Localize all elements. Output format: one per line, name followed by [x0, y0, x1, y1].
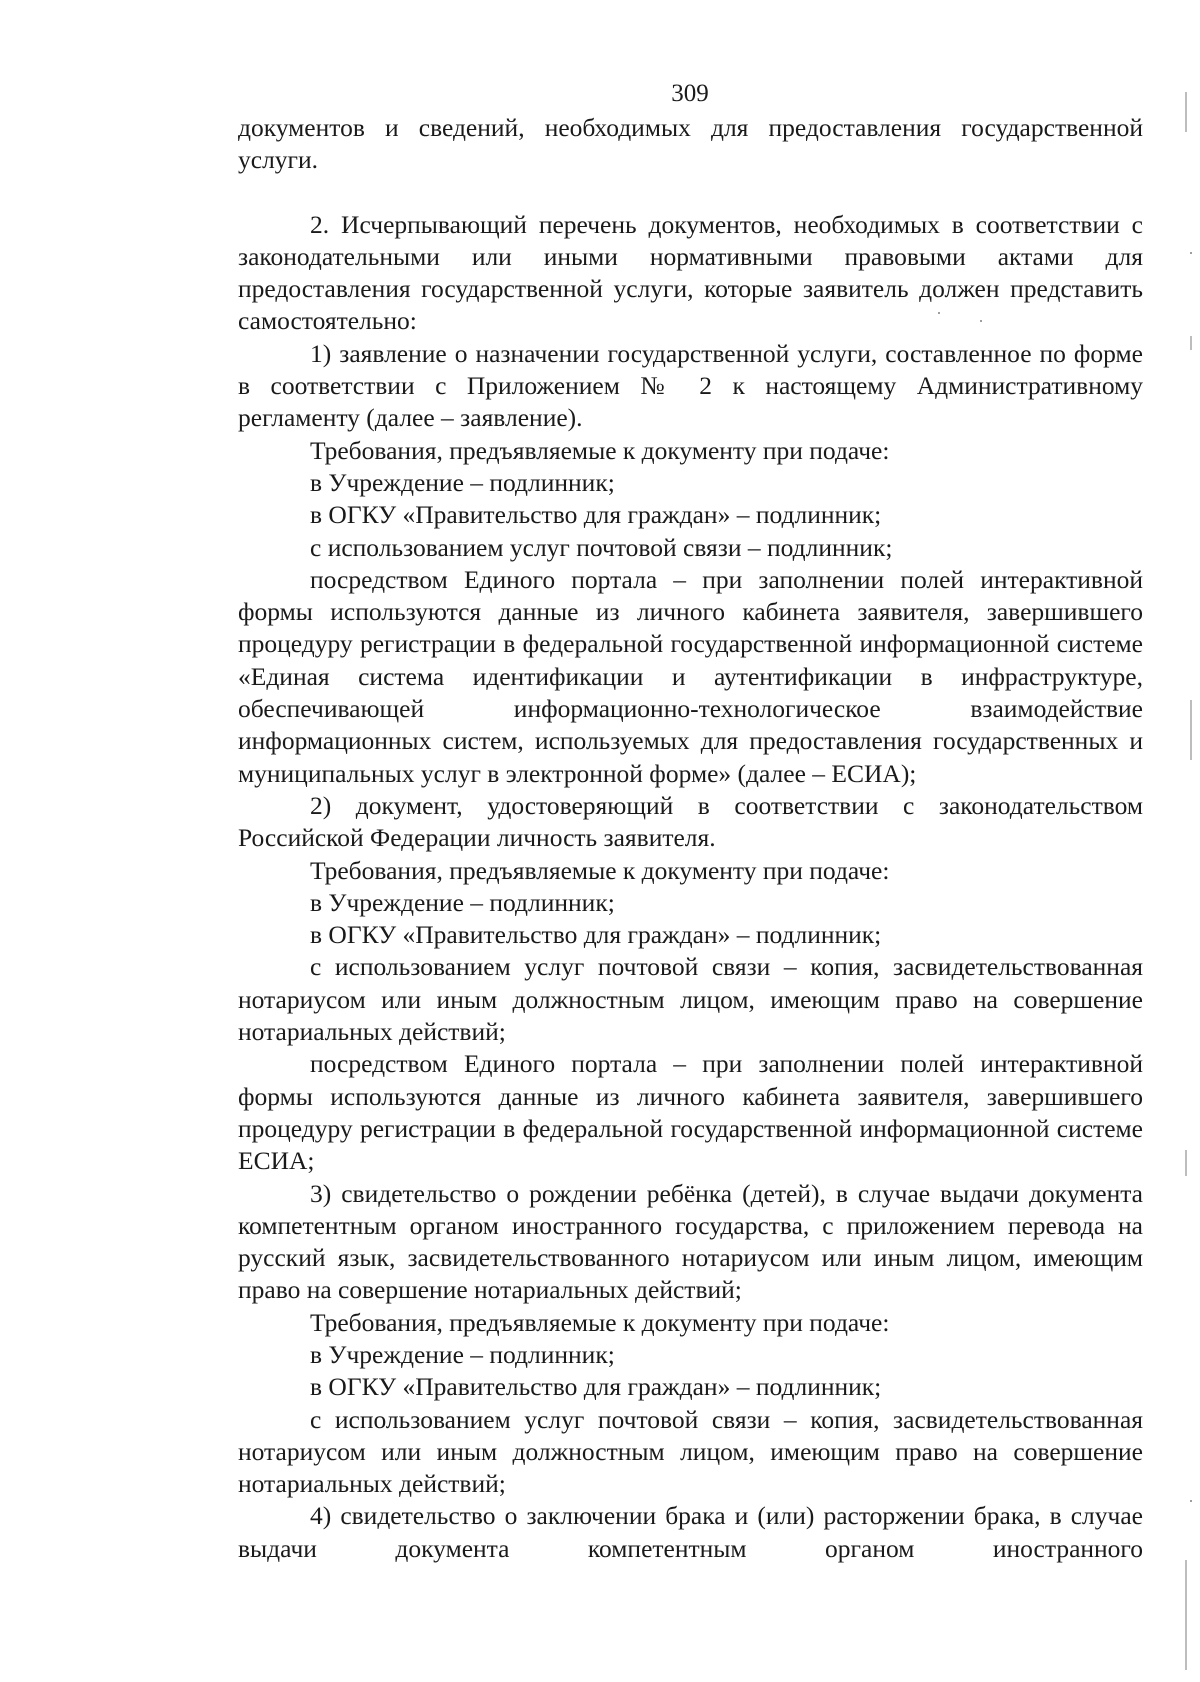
- paragraph-section-2: 2. Исчерпывающий перечень документов, необходимых в соответствии с законодательными или иными нормативными правовыми актами для предоставления государственной услуги, которые заявитель должен представить самостоятельно:: [238, 209, 1143, 336]
- paragraph-continuation: документов и сведений, необходимых для предоставления государственной услуги.: [238, 113, 1143, 175]
- paragraph-requirement-ogku: в ОГКУ «Правительство для граждан» – подлинник;: [310, 920, 882, 950]
- scan-artifact: [1185, 92, 1187, 132]
- paragraph-requirement-portal: посредством Единого портала – при заполнении полей интерактивной формы используются данные из личного кабинета заявителя, завершившего процедуру регистрации в федеральной государственной информационной системе «Единая система идентификации и аутентификации в инфраструктуре, обеспечивающей информационно-технологическое взаимодействие информационных систем, используемых для предоставления государственных и муниципальных услуг в электронной форме» (далее – ЕСИА);: [238, 564, 1143, 788]
- page-number: 309: [671, 80, 709, 107]
- scan-artifact: [1185, 1560, 1187, 1670]
- scan-artifact: [938, 312, 940, 314]
- scan-artifact: [980, 320, 982, 322]
- paragraph-requirement-post: с использованием услуг почтовой связи – копия, засвидетельствованная нотариусом или иным должностным лицом, имеющим право на совершение нотариальных действий;: [238, 952, 1143, 1047]
- paragraph-item-4: 4) свидетельство о заключении брака и (или) расторжении брака, в случае выдачи документа компетентным органом иностранного: [238, 1501, 1143, 1563]
- paragraph-requirement-institution: в Учреждение – подлинник;: [310, 467, 615, 497]
- paragraph-requirement-institution: в Учреждение – подлинник;: [310, 887, 615, 917]
- paragraph-requirements: Требования, предъявляемые к документу при подаче:: [310, 855, 890, 885]
- paragraph-requirement-ogku: в ОГКУ «Правительство для граждан» – подлинник;: [310, 500, 882, 530]
- paragraph-requirement-post: с использованием услуг почтовой связи – копия, засвидетельствованная нотариусом или иным должностным лицом, имеющим право на совершение нотариальных действий;: [238, 1404, 1143, 1499]
- scan-artifact: [1185, 1150, 1187, 1176]
- scan-artifact: [1190, 700, 1192, 760]
- paragraph-item-2: 2) документ, удостоверяющий в соответствии с законодательством Российской Федерации личность заявителя.: [238, 790, 1143, 853]
- paragraph-requirements: Требования, предъявляемые к документу при подаче:: [310, 1307, 890, 1337]
- paragraph-requirement-ogku: в ОГКУ «Правительство для граждан» – подлинник;: [310, 1372, 882, 1402]
- paragraph-requirement-portal: посредством Единого портала – при заполнении полей интерактивной формы используются данные из личного кабинета заявителя, завершившего процедуру регистрации в федеральной государственной информационной системе ЕСИА;: [238, 1049, 1143, 1176]
- paragraph-item-1: 1) заявление о назначении государственной услуги, составленное по форме в соответствии с Приложением № 2 к настоящему Административному регламенту (далее – заявление).: [238, 338, 1143, 433]
- scan-artifact: [1190, 252, 1192, 254]
- paragraph-item-3: 3) свидетельство о рождении ребёнка (детей), в случае выдачи документа компетентным органом иностранного государства, с приложением перевода на русский язык, засвидетельствованного нотариусом или иным лицом, имеющим право на совершение нотариальных действий;: [238, 1178, 1143, 1305]
- scan-artifact: [1190, 1500, 1192, 1502]
- paragraph-requirements: Требования, предъявляемые к документу при подаче:: [310, 435, 890, 465]
- document-body: [238, 112, 1143, 1565]
- paragraph-requirement-post: с использованием услуг почтовой связи – подлинник;: [310, 532, 893, 562]
- scan-artifact: [1190, 336, 1192, 350]
- paragraph-requirement-institution: в Учреждение – подлинник;: [310, 1339, 615, 1369]
